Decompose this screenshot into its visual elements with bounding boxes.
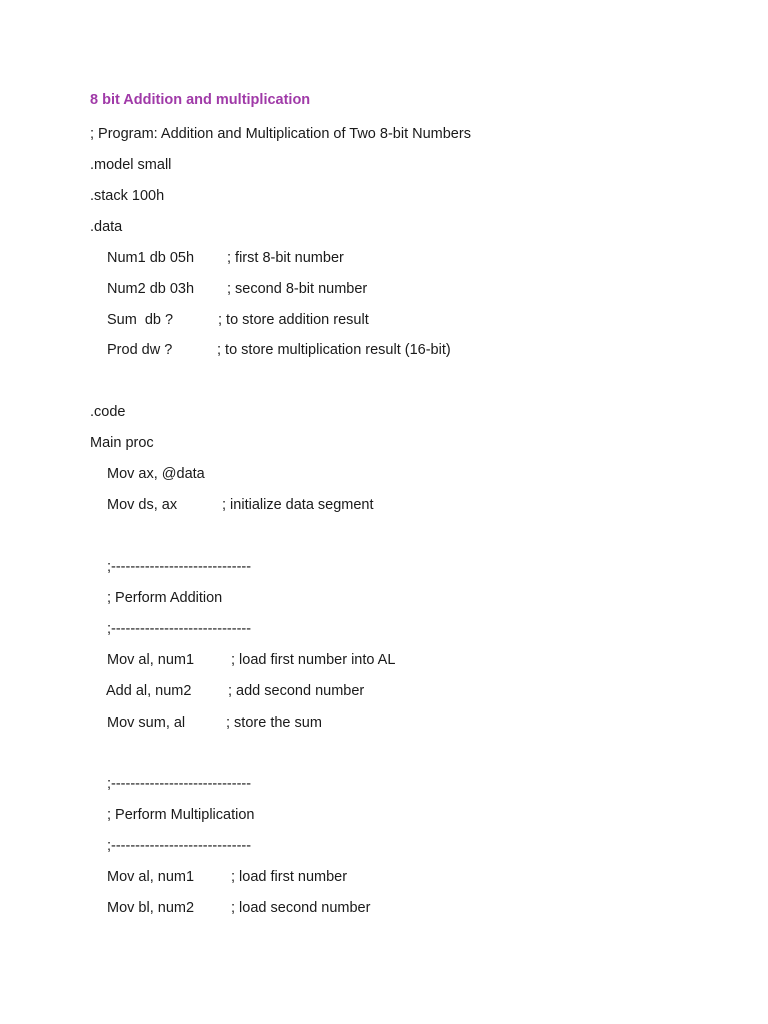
main-proc-line: Main proc	[90, 435, 154, 451]
code-directive: .code	[90, 404, 126, 420]
init-line-code: Mov ds, ax	[107, 497, 178, 513]
stack-directive: .stack 100h	[90, 188, 165, 204]
data-line-comment: ; first 8-bit number	[227, 250, 344, 266]
data-line-code: Sum db ?	[107, 312, 174, 328]
data-line-code: Num1 db 05h	[107, 250, 195, 266]
addition-line-code: Mov sum, al	[107, 715, 186, 731]
addition-line-comment: ; add second number	[228, 683, 365, 699]
separator-line: ;-----------------------------	[107, 838, 252, 854]
separator-line: ;-----------------------------	[107, 559, 252, 575]
multiplication-line-comment: ; load first number	[231, 869, 348, 885]
init-line-code: Mov ax, @data	[107, 466, 205, 482]
multiplication-heading: ; Perform Multiplication	[107, 807, 255, 823]
model-directive: .model small	[90, 157, 172, 173]
init-line-comment: ; initialize data segment	[222, 497, 374, 513]
data-line-comment: ; to store multiplication result (16-bit)	[217, 342, 451, 358]
data-line-code: Prod dw ?	[107, 342, 173, 358]
separator-line: ;-----------------------------	[107, 776, 252, 792]
multiplication-line-code: Mov bl, num2	[107, 900, 195, 916]
multiplication-line-code: Mov al, num1	[107, 869, 195, 885]
separator-line: ;-----------------------------	[107, 621, 252, 637]
addition-line-comment: ; store the sum	[226, 715, 322, 731]
addition-line-code: Mov al, num1	[107, 652, 195, 668]
multiplication-line-comment: ; load second number	[231, 900, 371, 916]
data-line-comment: ; to store addition result	[218, 312, 369, 328]
data-directive: .data	[90, 219, 123, 235]
addition-line-code: Add al, num2	[106, 683, 192, 699]
data-line-comment: ; second 8-bit number	[227, 281, 368, 297]
data-line-code: Num2 db 03h	[107, 281, 195, 297]
addition-heading: ; Perform Addition	[107, 590, 223, 606]
addition-line-comment: ; load first number into AL	[231, 652, 396, 668]
document-title: 8 bit Addition and multiplication	[90, 92, 311, 108]
header-comment: ; Program: Addition and Multiplication of Two 8-bit Numbers	[90, 126, 471, 142]
